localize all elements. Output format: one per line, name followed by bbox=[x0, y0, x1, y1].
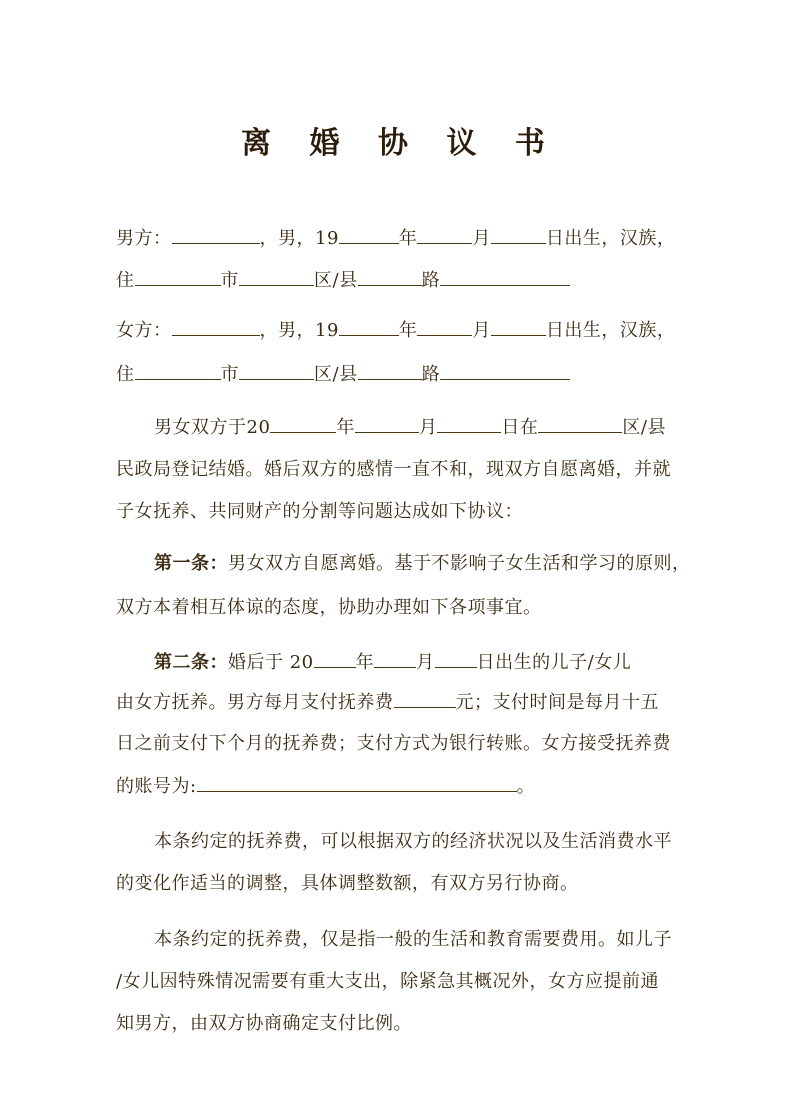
marriage-year-blank bbox=[270, 415, 336, 433]
expense-line-1 bbox=[116, 928, 696, 952]
article1-text-1: 男女双方自愿离婚。基于不影响子女生活和学习的原则， bbox=[228, 553, 691, 574]
article2-text-2a: 由女方抚养。男方每月支付抚养费 bbox=[116, 692, 394, 713]
wife-month-blank bbox=[417, 318, 472, 336]
husband-address-blank bbox=[440, 268, 570, 286]
marriage-month-blank bbox=[355, 415, 419, 433]
husband-month-label: 月 bbox=[472, 228, 491, 249]
marriage-year-label: 年 bbox=[336, 417, 355, 438]
article2-line-3: 日之前支付下个月的抚养费；支付方式为银行转账。女方接受抚养费 bbox=[116, 733, 671, 754]
husband-sex-text: ，男，19 bbox=[259, 228, 339, 249]
child-born-text: 日出生的儿子/女儿 bbox=[476, 652, 632, 673]
child-month-label: 月 bbox=[416, 652, 435, 673]
child-year-blank bbox=[314, 650, 356, 668]
wife-year-blank bbox=[339, 318, 399, 336]
wife-day-blank bbox=[491, 318, 546, 336]
child-year-label: 年 bbox=[355, 652, 375, 673]
husband-city-label: 市 bbox=[220, 270, 239, 291]
marriage-day-blank bbox=[437, 415, 501, 433]
husband-road-label: 路 bbox=[421, 270, 441, 291]
adjust-line-1 bbox=[116, 830, 696, 854]
husband-district-blank bbox=[239, 268, 314, 286]
article1-line-1 bbox=[116, 552, 696, 576]
wife-sex-text: ，男，19 bbox=[259, 320, 339, 341]
expense-text-1: 本条约定的抚养费，仅是指一般的生活和教育需要费用。如儿子 bbox=[154, 929, 672, 950]
article2-line-4 bbox=[116, 774, 696, 799]
account-end-mark: 。 bbox=[516, 776, 536, 797]
wife-label: 女方： bbox=[116, 320, 172, 341]
wife-district-label: 区/县 bbox=[314, 364, 358, 385]
wife-month-label: 月 bbox=[472, 320, 491, 341]
account-label: 的账号为: bbox=[116, 776, 197, 797]
article1-line-2: 双方本着相互体谅的态度，协助办理如下各项事宜。 bbox=[116, 597, 542, 618]
article2-text-2b: 元；支付时间是每月十五 bbox=[455, 692, 659, 713]
husband-name-blank bbox=[172, 226, 260, 244]
wife-born-text: 日出生，汉族， bbox=[545, 320, 676, 341]
child-day-blank bbox=[435, 650, 477, 668]
wife-district-blank bbox=[239, 362, 314, 380]
wife-address-blank bbox=[440, 362, 570, 380]
intro-text-1: 男女双方于20 bbox=[154, 417, 271, 438]
husband-month-blank bbox=[417, 226, 472, 244]
intro-line-2: 民政局登记结婚。婚后双方的感情一直不和，现双方自愿离婚，并就 bbox=[116, 459, 671, 480]
adjust-line-2: 的变化作适当的调整，具体调整数额，有双方另行协商。 bbox=[116, 873, 579, 894]
expense-line-2: /女儿因特殊情况需要有重大支出，除紧急其概况外，女方应提前通 bbox=[116, 971, 660, 992]
intro-line-3: 子女抚养、共同财产的分割等问题达成如下协议： bbox=[116, 501, 523, 522]
husband-year-blank bbox=[339, 226, 399, 244]
husband-label: 男方： bbox=[116, 228, 172, 249]
marriage-month-label: 月 bbox=[418, 417, 438, 438]
article1-label: 第一条： bbox=[154, 553, 228, 574]
husband-line-2 bbox=[116, 268, 696, 293]
husband-year-label: 年 bbox=[398, 228, 418, 249]
wife-name-blank bbox=[172, 318, 260, 336]
wife-live-label: 住 bbox=[116, 364, 135, 385]
husband-live-label: 住 bbox=[116, 270, 135, 291]
marriage-day-at-label: 日在 bbox=[501, 417, 539, 438]
document-title: 离 婚 协 议 书 bbox=[241, 126, 559, 161]
wife-road-label: 路 bbox=[421, 364, 441, 385]
husband-line-1 bbox=[116, 226, 696, 251]
article2-line-1 bbox=[116, 650, 696, 675]
wife-city-blank bbox=[135, 362, 221, 380]
wife-line-2 bbox=[116, 362, 696, 387]
wife-line-1 bbox=[116, 318, 696, 343]
marriage-district-label: 区/县 bbox=[622, 417, 666, 438]
husband-city-blank bbox=[135, 268, 221, 286]
support-amount-blank bbox=[394, 690, 456, 708]
marriage-district-blank bbox=[538, 415, 622, 433]
wife-road-blank bbox=[358, 362, 422, 380]
adjust-text-1: 本条约定的抚养费，可以根据双方的经济状况以及生活消费水平 bbox=[154, 831, 672, 852]
account-number-blank bbox=[197, 774, 517, 792]
expense-line-3: 知男方，由双方协商确定支付比例。 bbox=[116, 1013, 412, 1034]
article2-prefix: 婚后于 20 bbox=[228, 652, 314, 673]
husband-day-blank bbox=[491, 226, 546, 244]
intro-line-1 bbox=[116, 415, 696, 440]
husband-born-text: 日出生，汉族， bbox=[545, 228, 676, 249]
child-month-blank bbox=[374, 650, 416, 668]
article2-label: 第二条： bbox=[154, 652, 228, 673]
husband-road-blank bbox=[358, 268, 422, 286]
wife-city-label: 市 bbox=[220, 364, 239, 385]
husband-district-label: 区/县 bbox=[314, 270, 358, 291]
wife-year-label: 年 bbox=[398, 320, 418, 341]
article2-line-2 bbox=[116, 690, 696, 715]
